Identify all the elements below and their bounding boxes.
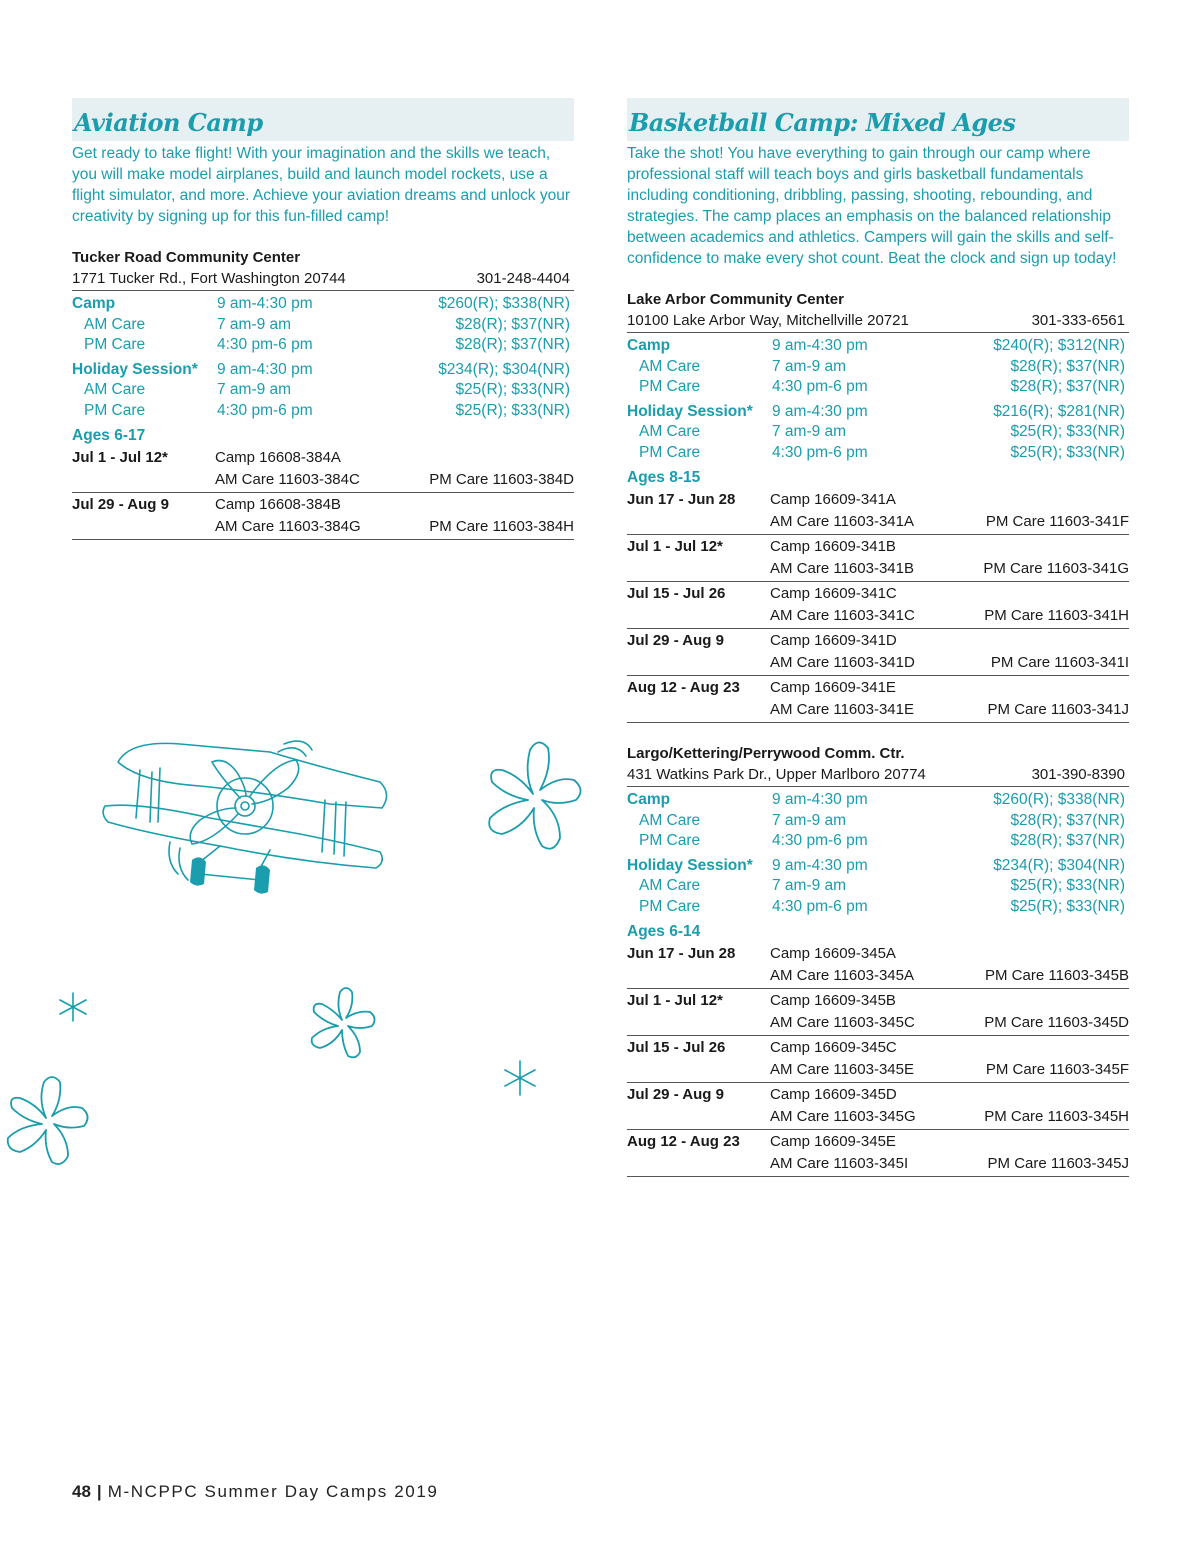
fee-time: 9 am-4:30 pm: [772, 791, 868, 808]
session-dates: Jul 1 - Jul 12*: [627, 992, 723, 1009]
camp-code: Camp 16609-341C: [770, 585, 897, 602]
fee-label: Camp: [627, 337, 671, 354]
session-row: [72, 493, 574, 540]
section-title: Aviation Camp: [74, 108, 263, 137]
session-dates: Jul 29 - Aug 9: [627, 1086, 724, 1103]
age-range: Ages 8-15: [627, 469, 701, 486]
am-care-code: AM Care 11603-345A: [770, 966, 914, 984]
session-row: [627, 582, 1129, 629]
camp-code: Camp 16608-384B: [215, 496, 341, 513]
fee-time: 4:30 pm-6 pm: [772, 897, 868, 915]
session-codes: [770, 677, 1129, 720]
camp-code: Camp 16609-341E: [770, 679, 896, 696]
fee-time: 9 am-4:30 pm: [772, 856, 868, 874]
flower-icon: [302, 982, 382, 1062]
care-codes: [215, 469, 574, 491]
session-codes: [215, 494, 574, 537]
am-care-code: AM Care 11603-384G: [215, 517, 361, 535]
fee-time: 7 am-9 am: [217, 315, 292, 333]
fee-row: [72, 335, 574, 356]
fee-price: $28(R); $37(NR): [1010, 357, 1125, 375]
camp-code: Camp 16608-384A: [215, 449, 341, 466]
fee-time: 4:30 pm-6 pm: [217, 336, 313, 353]
am-care-code: AM Care 11603-341C: [770, 606, 915, 624]
session-row: [72, 446, 574, 493]
session-codes: [770, 630, 1129, 673]
am-care-code: AM Care 11603-345C: [770, 1013, 915, 1031]
venue-name: Tucker Road Community Center: [72, 249, 301, 266]
session-row: [627, 535, 1129, 582]
fee-price: $28(R); $37(NR): [455, 336, 570, 353]
camp-code: Camp 16609-341D: [770, 632, 897, 649]
fee-time: 7 am-9 am: [772, 357, 847, 375]
camp-code: Camp 16609-341A: [770, 491, 896, 508]
care-codes: [770, 511, 1129, 533]
fee-time: 9 am-4:30 pm: [772, 337, 868, 354]
care-codes: [770, 1059, 1129, 1081]
session-row: [627, 989, 1129, 1036]
pm-care-code: PM Care 11603-341F: [985, 512, 1129, 530]
care-codes: [770, 652, 1129, 674]
fee-time: 4:30 pm-6 pm: [772, 832, 868, 849]
fee-price: $28(R); $37(NR): [1010, 378, 1125, 395]
session-dates: Jul 29 - Aug 9: [72, 496, 169, 513]
fee-row: [627, 897, 1129, 918]
fee-time: 4:30 pm-6 pm: [772, 378, 868, 395]
venue-block: [627, 743, 1129, 1177]
fee-row: [627, 422, 1129, 443]
fee-group: [627, 336, 1129, 398]
age-range: Ages 6-14: [627, 923, 701, 940]
camp-code: Camp 16609-345B: [770, 992, 896, 1009]
session-codes: [770, 489, 1129, 532]
fee-label: PM Care: [84, 401, 146, 419]
care-codes: [770, 605, 1129, 627]
fee-time: 9 am-4:30 pm: [217, 360, 313, 378]
fee-price: $25(R); $33(NR): [455, 381, 570, 398]
fee-label: PM Care: [639, 897, 701, 915]
session-codes: [770, 536, 1129, 579]
fee-label: Camp: [627, 791, 671, 808]
basketball-camp-section: [627, 98, 1129, 1177]
session-dates: Jul 1 - Jul 12*: [72, 449, 168, 466]
session-dates: Jun 17 - Jun 28: [627, 491, 736, 508]
session-row: [627, 488, 1129, 535]
fee-time: 7 am-9 am: [217, 381, 292, 398]
session-codes: [770, 583, 1129, 626]
fee-row: [72, 380, 574, 401]
care-codes: [215, 516, 574, 538]
flower-icon: [478, 734, 588, 860]
fee-price: $25(R); $33(NR): [1010, 897, 1125, 915]
venue-address-row: [72, 268, 574, 291]
session-row: [627, 1036, 1129, 1083]
aviation-camp-section: [72, 98, 574, 540]
venue-phone: 301-248-4404: [476, 270, 570, 287]
venue-phone: 301-390-8390: [1031, 766, 1125, 783]
fee-price: $28(R); $37(NR): [1010, 832, 1125, 849]
fee-label: Camp: [72, 295, 116, 312]
title-bar: [627, 98, 1129, 141]
fee-label: AM Care: [84, 315, 146, 333]
fee-label: Holiday Session*: [627, 402, 753, 420]
am-care-code: AM Care 11603-345I: [770, 1154, 909, 1172]
session-codes: [215, 447, 574, 490]
fee-time: 7 am-9 am: [772, 877, 847, 894]
fee-group: [627, 402, 1129, 464]
pm-care-code: PM Care 11603-384D: [429, 470, 574, 488]
fee-row: [627, 856, 1129, 877]
fee-time: 4:30 pm-6 pm: [217, 401, 313, 419]
venue-phone: 301-333-6561: [1031, 312, 1125, 329]
fee-row: [72, 401, 574, 422]
session-codes: [770, 943, 1129, 986]
camp-code: Camp 16609-345D: [770, 1086, 897, 1103]
fee-group: [72, 294, 574, 356]
fee-price: $25(R); $33(NR): [1010, 877, 1125, 894]
footer-separator: |: [96, 1482, 102, 1501]
venue-list: [627, 289, 1129, 1177]
fee-label: AM Care: [639, 357, 701, 375]
fee-price: $25(R); $33(NR): [1010, 443, 1125, 461]
pm-care-code: PM Care 11603-384H: [429, 517, 574, 535]
age-range: Ages 6-17: [72, 427, 146, 444]
fee-row: [627, 357, 1129, 378]
camp-code: Camp 16609-345A: [770, 945, 896, 962]
fee-label: PM Care: [639, 378, 701, 395]
fee-group: [627, 856, 1129, 918]
fee-row: [627, 811, 1129, 832]
section-description: Take the shot! You have everything to gain through our camp where professional staff will teach boys and girls basketball fundamentals including conditioning, dribbling, passing, shooting, rebounding, and strategies. The camp places an emphasis on the balanced relationship between academics and athletics. Campers will gain the skills and self-confidence to make every shot count. Beat the clock and sign up today!: [627, 145, 1117, 267]
fee-label: PM Care: [639, 443, 701, 461]
venue-address-row: [627, 310, 1129, 333]
camp-code: Camp 16609-345C: [770, 1039, 897, 1056]
pm-care-code: PM Care 11603-345H: [984, 1107, 1129, 1125]
fee-group: [627, 790, 1129, 852]
fee-row: [627, 443, 1129, 464]
venue-address-row: [627, 764, 1129, 787]
pm-care-code: PM Care 11603-341H: [984, 606, 1129, 624]
session-codes: [770, 1037, 1129, 1080]
pm-care-code: PM Care 11603-345D: [984, 1013, 1129, 1031]
session-codes: [770, 1084, 1129, 1127]
session-row: [627, 629, 1129, 676]
flower-icon: [0, 1068, 96, 1172]
section-title: Basketball Camp: Mixed Ages: [629, 108, 1016, 137]
fee-price: $216(R); $281(NR): [993, 402, 1125, 420]
fee-label: AM Care: [639, 877, 701, 894]
section-description: Get ready to take flight! With your imagination and the skills we teach, you will make model airplanes, build and launch model rockets, use a flight simulator, and more. Achieve your aviation dreams and unlock your creativity by signing up for this fun-filled camp!: [72, 145, 570, 225]
sparkle-icon: [56, 990, 90, 1024]
session-dates: Jul 15 - Jul 26: [627, 585, 726, 602]
venue-address: 431 Watkins Park Dr., Upper Marlboro 20774: [627, 766, 926, 783]
pm-care-code: PM Care 11603-341J: [987, 700, 1129, 718]
am-care-code: AM Care 11603-345G: [770, 1107, 916, 1125]
publication-name: M-NCPPC Summer Day Camps 2019: [107, 1482, 439, 1501]
fee-price: $240(R); $312(NR): [993, 337, 1125, 354]
fee-time: 7 am-9 am: [772, 811, 847, 829]
fee-time: 9 am-4:30 pm: [772, 402, 868, 420]
fee-row: [72, 360, 574, 381]
session-row: [627, 1083, 1129, 1130]
venue-name: Lake Arbor Community Center: [627, 291, 844, 308]
pm-care-code: PM Care 11603-341I: [990, 653, 1129, 671]
session-dates: Jul 29 - Aug 9: [627, 632, 724, 649]
pm-care-code: PM Care 11603-345J: [987, 1154, 1129, 1172]
venue-address: 10100 Lake Arbor Way, Mitchellville 20721: [627, 312, 909, 329]
session-dates: Jun 17 - Jun 28: [627, 945, 736, 962]
fee-price: $234(R); $304(NR): [438, 360, 570, 378]
pm-care-code: PM Care 11603-345B: [985, 966, 1129, 984]
fee-price: $28(R); $37(NR): [455, 315, 570, 333]
am-care-code: AM Care 11603-341A: [770, 512, 914, 530]
am-care-code: AM Care 11603-341E: [770, 700, 914, 718]
fee-time: 4:30 pm-6 pm: [772, 443, 868, 461]
pm-care-code: PM Care 11603-345F: [985, 1060, 1129, 1078]
fee-row: [627, 831, 1129, 852]
title-bar: [72, 98, 574, 141]
care-codes: [770, 558, 1129, 580]
session-row: [627, 676, 1129, 723]
camp-code: Camp 16609-341B: [770, 538, 896, 555]
care-codes: [770, 965, 1129, 987]
fee-time: 9 am-4:30 pm: [217, 295, 313, 312]
fee-row: [72, 315, 574, 336]
session-dates: Jul 15 - Jul 26: [627, 1039, 726, 1056]
fee-label: AM Care: [639, 423, 701, 440]
venue-block: [627, 289, 1129, 723]
care-codes: [770, 1012, 1129, 1034]
camp-code: Camp 16609-345E: [770, 1133, 896, 1150]
sparkle-icon: [500, 1058, 540, 1098]
fee-row: [627, 377, 1129, 398]
fee-price: $25(R); $33(NR): [455, 401, 570, 419]
session-dates: Aug 12 - Aug 23: [627, 1133, 740, 1150]
am-care-code: AM Care 11603-341B: [770, 559, 914, 577]
session-row: [627, 942, 1129, 989]
fee-label: AM Care: [639, 811, 701, 829]
session-dates: Aug 12 - Aug 23: [627, 679, 740, 696]
fee-price: $234(R); $304(NR): [993, 856, 1125, 874]
fee-group: [72, 360, 574, 422]
fee-label: Holiday Session*: [72, 360, 198, 378]
fee-row: [627, 876, 1129, 897]
venue-list: [72, 247, 574, 540]
fee-price: $260(R); $338(NR): [438, 295, 570, 312]
fee-row: [72, 294, 574, 315]
fee-row: [627, 790, 1129, 811]
fee-label: Holiday Session*: [627, 856, 753, 874]
fee-price: $260(R); $338(NR): [993, 791, 1125, 808]
fee-label: PM Care: [84, 336, 146, 353]
venue-block: [72, 247, 574, 540]
fee-price: $25(R); $33(NR): [1010, 423, 1125, 440]
fee-time: 7 am-9 am: [772, 423, 847, 440]
session-codes: [770, 990, 1129, 1033]
biplane-icon: [100, 722, 390, 902]
session-row: [627, 1130, 1129, 1177]
pm-care-code: PM Care 11603-341G: [983, 559, 1129, 577]
venue-name: Largo/Kettering/Perrywood Comm. Ctr.: [627, 745, 905, 762]
fee-price: $28(R); $37(NR): [1010, 811, 1125, 829]
venue-address: 1771 Tucker Rd., Fort Washington 20744: [72, 270, 346, 287]
fee-label: AM Care: [84, 381, 146, 398]
fee-label: PM Care: [639, 832, 701, 849]
fee-row: [627, 336, 1129, 357]
page-footer: [72, 1482, 438, 1502]
am-care-code: AM Care 11603-345E: [770, 1060, 914, 1078]
page-number: 48: [72, 1482, 91, 1501]
am-care-code: AM Care 11603-384C: [215, 470, 360, 488]
care-codes: [770, 1106, 1129, 1128]
session-codes: [770, 1131, 1129, 1174]
care-codes: [770, 1153, 1129, 1175]
care-codes: [770, 699, 1129, 721]
session-dates: Jul 1 - Jul 12*: [627, 538, 723, 555]
am-care-code: AM Care 11603-341D: [770, 653, 915, 671]
fee-row: [627, 402, 1129, 423]
